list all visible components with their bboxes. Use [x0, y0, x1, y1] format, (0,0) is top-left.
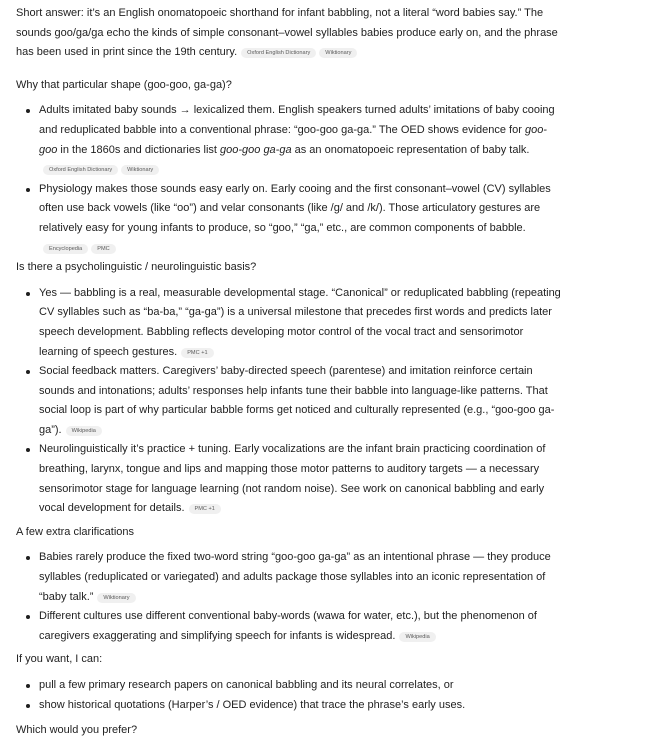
citation-chip[interactable]: Wikipedia	[399, 632, 435, 642]
list-item	[39, 284, 561, 362]
section-heading: Why that particular shape (goo-goo, ga-ga)?	[16, 78, 232, 91]
list-item	[39, 548, 561, 607]
bullet-list	[16, 548, 561, 646]
list-item	[39, 180, 561, 258]
bullet-list	[16, 676, 561, 715]
item-text: Early cooing and the first consonant–vowel (CV) syllables often use back vowels (like “oo”) and velar consonants (like /g/ and /k/). Those articulatory gestures are relatively easy for young infants to produce, so “goo,” “ga,” etc., are common components of babble.	[39, 182, 551, 234]
item-text: Caregivers’ baby-directed speech (parentese) and imitation reinforce certain sounds and intonations; adults’ responses help infants tune their babble into language-like patterns. That social loop is part of why particular babble forms get noticed and culturally represented (e.g., “goo-goo ga-ga”).	[39, 365, 555, 436]
item-lead: Neurolinguistically it’s practice + tuning.	[39, 443, 232, 456]
citation-chip[interactable]: PMC	[91, 244, 115, 254]
item-text: Different cultures use different conventional baby-words (wawa for water, etc.), but the phenomenon of caregivers exaggerating and simplifying speech for infants is widespread.	[39, 610, 537, 642]
citation-chip[interactable]: PMC +1	[181, 348, 213, 358]
list-item	[39, 101, 561, 179]
item-lead: Social feedback matters.	[39, 365, 160, 378]
closing-question: Which would you prefer?	[16, 724, 138, 737]
section-heading: If you want, I can:	[16, 653, 103, 666]
item-text: as an onomatopoeic representation of baby talk.	[291, 143, 530, 156]
item-emphasis: goo-goo	[39, 123, 547, 156]
list-item	[39, 607, 561, 646]
list-item	[39, 440, 561, 518]
item-emphasis: goo-goo ga-ga	[220, 143, 292, 156]
citation-chip[interactable]: Wiktionary	[121, 165, 159, 175]
section-heading: Is there a psycholinguistic / neurolinguistic basis?	[16, 261, 257, 274]
bullet-list	[16, 101, 561, 258]
section-heading: A few extra clarifications	[16, 525, 134, 538]
list-item: pull a few primary research papers on canonical babbling and its neural correlates, or	[39, 676, 561, 696]
citation-chip[interactable]: Wikipedia	[66, 426, 102, 436]
item-text: Babies rarely produce the fixed two-word string “goo-goo ga-ga” as an intentional phrase — they produce syllables (reduplicated or variegated) and adults package those syllables into an iconic representation of “baby talk.”	[39, 551, 551, 603]
citation-chip[interactable]: Wiktionary	[97, 593, 135, 603]
item-lead: Physiology makes those sounds easy early on.	[39, 182, 268, 195]
item-lead: Adults imitated baby sounds → lexicalized them.	[39, 104, 276, 117]
citation-chip[interactable]: Oxford English Dictionary	[43, 165, 118, 175]
list-item: show historical quotations (Harper’s / OED evidence) that trace the phrase’s early uses.	[39, 696, 561, 716]
item-text: Early vocalizations are the infant brain practicing coordination of breathing, larynx, tongue and lips and mapping those motor patterns to auditory targets — a necessary sensorimotor stage for language learning (not random noise). See work on canonical babbling and early vocal development for details.	[39, 443, 546, 515]
citation-chip[interactable]: Encyclopedia	[43, 244, 88, 254]
citation-chip[interactable]: PMC +1	[189, 504, 221, 514]
bullet-list	[16, 284, 561, 519]
intro-paragraph	[16, 4, 561, 63]
citation-chip[interactable]: Oxford English Dictionary	[241, 48, 316, 58]
intro-text: Short answer: it’s an English onomatopoeic shorthand for infant babbling, not a literal “word babies say.” The sounds goo/ga/ga echo the kinds of simple consonant–vowel syllables babies produce early on, and the phrase has been used in print since the 19th century.	[16, 7, 558, 59]
item-text: “Canonical” or reduplicated babbling (repeating CV syllables such as “ba-ba,” “ga-ga”) is a universal milestone that precedes first words and predicts later speech development. Babbling reflects developing motor control of the vocal tract and sensorimotor learning of speech gestures.	[39, 286, 561, 358]
item-text: English speakers turned adults’ imitations of baby cooing and reduplicated babble into a conventional phrase: “goo-goo ga-ga.” The OED shows evidence for	[39, 104, 555, 136]
item-text: in the 1860s and dictionaries list	[57, 143, 221, 156]
item-lead: Yes — babbling is a real, measurable developmental stage.	[39, 286, 329, 299]
list-item	[39, 362, 561, 440]
citation-chip[interactable]: Wiktionary	[319, 48, 357, 58]
